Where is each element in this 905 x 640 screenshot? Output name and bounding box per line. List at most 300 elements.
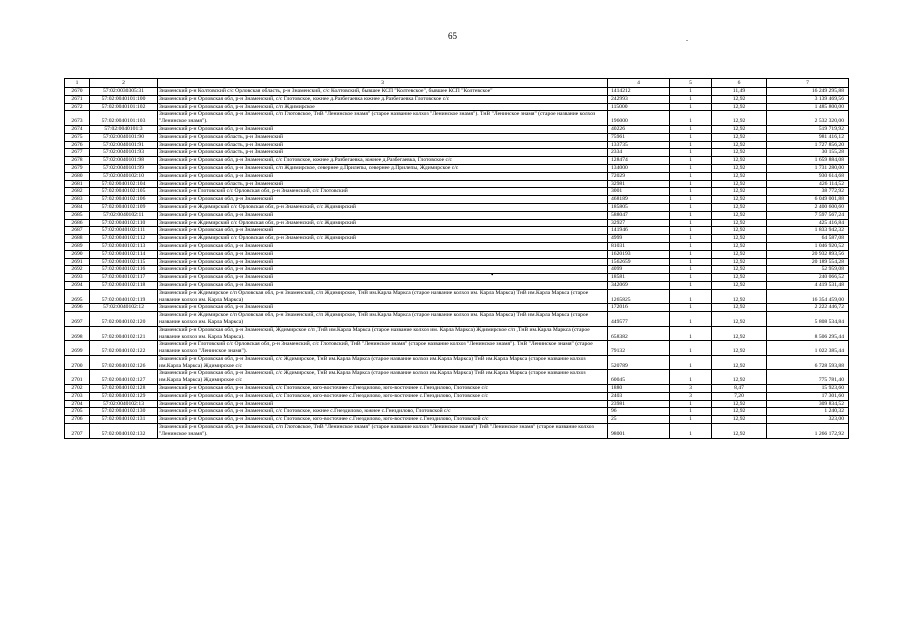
category-cell: 1 [670, 95, 712, 103]
cadastral-number: 57:02:0040102:114 [90, 250, 158, 258]
location-cell: Знаменский р-н Орловская обл, р-н Знаменский [158, 266, 608, 274]
location-cell: Знаменский р-н Ждимирское с/п Орловская обл, р-н Знаменский, с/п Ждимирское, ТнВ им.Карла Маркса (старое название колхоз им. Карла Маркса) ТнВ им.Карла Маркса (старое название колхоз им. Карла Маркса) [158, 312, 608, 327]
row-number: 2702 [65, 385, 90, 393]
value-cell: 20 932 893,56 [767, 250, 849, 258]
cadastral-number: 57:02:0040102:11 [90, 211, 158, 219]
cadastral-number: 57:02:0040101:102 [90, 103, 158, 111]
area-cell: 4099 [608, 266, 670, 274]
area-cell: 1414212 [608, 88, 670, 96]
table-row [65, 235, 849, 243]
rate-cell: 12,92 [712, 180, 767, 188]
value-cell: 323,00 [767, 416, 849, 424]
row-number: 2695 [65, 289, 90, 304]
rate-cell: 12,92 [712, 416, 767, 424]
cadastral-number: 57:02:0040102:12 [90, 304, 158, 312]
row-number: 2691 [65, 258, 90, 266]
category-cell: 1 [670, 227, 712, 235]
rate-cell: 12,92 [712, 95, 767, 103]
location-cell: Знаменский р-н Глотовский с/с Орловская обл, р-н Знаменский, с/с Глотовский [158, 188, 608, 196]
area-cell: 2334 [608, 149, 670, 157]
cadastral-number: 57:02:0040102:132 [90, 424, 158, 439]
col-header-5: 5 [670, 79, 712, 88]
area-cell: 196000 [608, 111, 670, 126]
table-row [65, 400, 849, 408]
rate-cell: 12,92 [712, 250, 767, 258]
rate-cell: 8,47 [712, 385, 767, 393]
area-cell: 342069 [608, 281, 670, 289]
rate-cell: 12,92 [712, 211, 767, 219]
rate-cell: 12,92 [712, 312, 767, 327]
rate-cell: 12,92 [712, 164, 767, 172]
table-row [65, 172, 849, 180]
value-cell: 1 266 172,92 [767, 424, 849, 439]
cadastral-number: 57:02:0040102:126 [90, 355, 158, 370]
table-row [65, 95, 849, 103]
location-cell: Знаменский р-н Глотовский с/с Орловская обл, р-н Знаменский, с/с Глотовский, ТнВ "Ленинское знамя" (старое название колхоз "Ленинское знамя"). ТнВ "Ленинское знамя" (старое название колхоз "Ленинское знамя"). [158, 341, 608, 356]
cadastral-number: 57:02:0040101:90 [90, 133, 158, 141]
cadastral-number: 57:02:0040102:112 [90, 235, 158, 243]
cadastral-number: 57:02:0040102:13 [90, 400, 158, 408]
value-cell: 1 022 385,44 [767, 341, 849, 356]
table-row [65, 326, 849, 341]
table-row [65, 88, 849, 96]
value-cell: 2 532 320,00 [767, 111, 849, 126]
location-cell: Знаменский р-н Орловская обл, р-н Знаменский, с/с Глотовское, южнее с.Гнездилово, южнее с.Гнездилово, Глотовской с/с [158, 408, 608, 416]
cadastral-number: 57:02:0040102:120 [90, 312, 158, 327]
cadastral-number: 57:02:0040102:111 [90, 227, 158, 235]
row-number: 2696 [65, 304, 90, 312]
table-row [65, 211, 849, 219]
category-cell: 1 [670, 219, 712, 227]
cadastral-number: 57:02:0040101:91 [90, 141, 158, 149]
value-cell: 309 834,52 [767, 400, 849, 408]
value-cell: 1 485 800,00 [767, 103, 849, 111]
area-cell: 172016 [608, 304, 670, 312]
category-cell: 1 [670, 304, 712, 312]
row-number: 2706 [65, 416, 90, 424]
category-cell: 1 [670, 242, 712, 250]
value-cell: 16 249 295,88 [767, 88, 849, 96]
rate-cell: 12,92 [712, 408, 767, 416]
rate-cell: 12,92 [712, 141, 767, 149]
location-cell: Знаменский р-н Ждимирский с/с Орловская обл, р-н Знаменский, с/с Ждимирский [158, 219, 608, 227]
area-cell: 1265825 [608, 289, 670, 304]
value-cell: 1 046 920,52 [767, 242, 849, 250]
cadastral-number: 57:02:0040102:115 [90, 258, 158, 266]
category-cell: 1 [670, 400, 712, 408]
table-row [65, 227, 849, 235]
category-cell: 3 [670, 392, 712, 400]
value-cell: 6 049 001,88 [767, 196, 849, 204]
table-row [65, 196, 849, 204]
table-row [65, 180, 849, 188]
location-cell: Знаменский р-н Орловская обл, р-н Знаменский, с/с Ждимирское, ТнВ им.Карла Маркса (старое название колхоз им.Карла Маркса) ТнВ им.Карла Маркса (старое название колхоз им.Карла Маркса) Ждимирское с/с [158, 370, 608, 385]
table-row [65, 111, 849, 126]
area-cell: 3001 [608, 188, 670, 196]
category-cell: 1 [670, 341, 712, 356]
area-cell: 40226 [608, 125, 670, 133]
area-cell: 32927 [608, 219, 670, 227]
location-cell: Знаменский р-н Орловская обл, р-н Знаменский [158, 227, 608, 235]
value-cell: 1 240,32 [767, 408, 849, 416]
category-cell: 1 [670, 235, 712, 243]
cadastral-number: 57:02:0040102:129 [90, 392, 158, 400]
row-number: 2694 [65, 281, 90, 289]
area-cell: 128474 [608, 157, 670, 165]
cadastral-number: 57:02:0040102:131 [90, 416, 158, 424]
value-cell: 930 614,68 [767, 172, 849, 180]
table-row [65, 416, 849, 424]
value-cell: 425 416,84 [767, 219, 849, 227]
rate-cell: 12,92 [712, 227, 767, 235]
row-number: 2681 [65, 180, 90, 188]
col-header-1: 1 [65, 79, 90, 88]
location-cell: Знаменский р-н Орловская область, р-н Знаменский [158, 180, 608, 188]
row-number: 2672 [65, 103, 90, 111]
row-number: 2700 [65, 355, 90, 370]
rate-cell: 12,92 [712, 125, 767, 133]
cadastral-number: 57:02:0040102:130 [90, 408, 158, 416]
area-cell: 1880 [608, 385, 670, 393]
area-cell: 75961 [608, 133, 670, 141]
table-row [65, 188, 849, 196]
rate-cell: 12,92 [712, 203, 767, 211]
value-cell: 52 959,08 [767, 266, 849, 274]
table-row [65, 258, 849, 266]
location-cell: Знаменский р-н Ждимирский с/с Орловская обл, р-н Знаменский, с/с Ждимирский [158, 203, 608, 211]
cadastral-number: 57:02:0040101:99 [90, 164, 158, 172]
value-cell: 1 659 884,08 [767, 157, 849, 165]
value-cell: 775 781,40 [767, 370, 849, 385]
rate-cell: 12,92 [712, 149, 767, 157]
cadastral-number: 57:02:0040101:93 [90, 149, 158, 157]
table-row [65, 370, 849, 385]
table-row [65, 149, 849, 157]
table-row [65, 304, 849, 312]
area-cell: 96 [608, 408, 670, 416]
table-row [65, 164, 849, 172]
cadastral-number: 57:02:0040102:105 [90, 188, 158, 196]
area-cell: 23981 [608, 400, 670, 408]
row-number: 2705 [65, 408, 90, 416]
value-cell: 1 833 942,32 [767, 227, 849, 235]
cadastral-number: 57:02:0040102:106 [90, 196, 158, 204]
area-cell: 4999 [608, 235, 670, 243]
rate-cell: 12,92 [712, 188, 767, 196]
table-row [65, 133, 849, 141]
table-row [65, 408, 849, 416]
category-cell: 1 [670, 281, 712, 289]
category-cell: 1 [670, 172, 712, 180]
value-cell: 1 727 856,20 [767, 141, 849, 149]
cadastral-number: 57:02:0040102:117 [90, 274, 158, 282]
category-cell: 1 [670, 141, 712, 149]
location-cell: Знаменский р-н Орловская обл, р-н Знаменский, с/с Глотовское, юго-восточнее с.Гнездилово, юго-восточнее с.Гнездилово, Глотовское с/с [158, 385, 608, 393]
value-cell: 6 728 593,88 [767, 355, 849, 370]
header-row [65, 79, 849, 88]
row-number: 2671 [65, 95, 90, 103]
location-cell: Знаменский р-н Орловская обл, р-н Знаменский [158, 196, 608, 204]
value-cell: 38 772,92 [767, 188, 849, 196]
cadastral-number: 57:02:0040102:122 [90, 341, 158, 356]
table-row [65, 281, 849, 289]
category-cell: 1 [670, 180, 712, 188]
cadastral-number: 57:02:0040102:10 [90, 172, 158, 180]
page-number: 65 [448, 31, 457, 41]
value-cell: 2 400 600,60 [767, 203, 849, 211]
value-cell: 7 597 567,24 [767, 211, 849, 219]
value-cell: 8 506 295,44 [767, 326, 849, 341]
row-number: 2692 [65, 266, 90, 274]
row-number: 2684 [65, 203, 90, 211]
value-cell: 426 114,52 [767, 180, 849, 188]
cadastral-number: 57:02:0040102:113 [90, 242, 158, 250]
value-cell: 15 923,60 [767, 385, 849, 393]
table-row [65, 266, 849, 274]
row-number: 2674 [65, 125, 90, 133]
rate-cell: 12,92 [712, 400, 767, 408]
table-row [65, 242, 849, 250]
value-cell: 20 189 554,28 [767, 258, 849, 266]
cadastral-number: 57:02:0040101:3 [90, 125, 158, 133]
category-cell: 1 [670, 103, 712, 111]
cadastral-number: 57:02:0040102:109 [90, 203, 158, 211]
value-cell: 17 301,60 [767, 392, 849, 400]
row-number: 2678 [65, 157, 90, 165]
location-cell: Знаменский р-н Орловская обл, р-н Знаменский, с/с Глотовское, южнее д.Разбегаевка, южнее д.Разбегаевка, Глотовское с/с [158, 157, 608, 165]
area-cell: 588047 [608, 211, 670, 219]
location-cell: Знаменский р-н Орловская обл, р-н Знаменский, с/п Ждимирское, севернее д.Прилепы, севернее д.Прилепы, Ждимирское с/с [158, 164, 608, 172]
location-cell: Знаменский р-н Орловская область, р-н Знаменский [158, 141, 608, 149]
area-cell: 98001 [608, 424, 670, 439]
category-cell: 1 [670, 196, 712, 204]
area-cell: 449577 [608, 312, 670, 327]
area-cell: 79132 [608, 341, 670, 356]
rate-cell: 12,92 [712, 219, 767, 227]
table-row [65, 385, 849, 393]
value-cell: 981 416,12 [767, 133, 849, 141]
area-cell: 2403 [608, 392, 670, 400]
table-body [65, 79, 849, 439]
category-cell: 1 [670, 355, 712, 370]
row-number: 2686 [65, 219, 90, 227]
table-row [65, 157, 849, 165]
cadastral-number: 57:02:0030305:31 [90, 88, 158, 96]
rate-cell: 12,92 [712, 242, 767, 250]
rate-cell: 12,92 [712, 341, 767, 356]
location-cell: Знаменский р-н Колтовский с/с Орловская область, р-н Знаменский, с/с Колтовский, бывшее КСП "Колтевское", бывшее КСП "Колтевское" [158, 88, 608, 96]
rate-cell: 12,92 [712, 355, 767, 370]
area-cell: 81031 [608, 242, 670, 250]
rate-cell: 12,92 [712, 103, 767, 111]
rate-cell: 12,92 [712, 196, 767, 204]
location-cell: Знаменский р-н Орловская обл, р-н Знаменский [158, 258, 608, 266]
row-number: 2687 [65, 227, 90, 235]
category-cell: 1 [670, 125, 712, 133]
area-cell: 185805 [608, 203, 670, 211]
cadastral-number: 57:02:0040101:103 [90, 111, 158, 126]
location-cell: Знаменский р-н Орловская обл, р-н Знаменский [158, 400, 608, 408]
table-row [65, 203, 849, 211]
rate-cell: 12,92 [712, 258, 767, 266]
row-number: 2698 [65, 326, 90, 341]
rate-cell: 12,92 [712, 370, 767, 385]
category-cell: 1 [670, 424, 712, 439]
category-cell: 1 [670, 312, 712, 327]
area-cell: 18581 [608, 274, 670, 282]
value-cell: 64 587,08 [767, 235, 849, 243]
location-cell: Знаменский р-н Орловская обл, р-н Знаменский, с/с Ждимирское, ТнВ им.Карла Маркса (старое название колхоз им.Карла Маркса) ТнВ им.Карла Маркса (старое название колхоз им.Карла Маркса) Ждимирское с/с [158, 355, 608, 370]
table-row [65, 219, 849, 227]
col-header-6: 6 [712, 79, 767, 88]
category-cell: 1 [670, 211, 712, 219]
row-number: 2673 [65, 111, 90, 126]
cadastral-number: 57:02:0040102:127 [90, 370, 158, 385]
area-cell: 32981 [608, 180, 670, 188]
row-number: 2690 [65, 250, 90, 258]
table-row [65, 424, 849, 439]
cadastral-number: 57:02:0040102:128 [90, 385, 158, 393]
rate-cell: 12,92 [712, 111, 767, 126]
rate-cell: 12,92 [712, 424, 767, 439]
rate-cell: 12,92 [712, 235, 767, 243]
row-number: 2670 [65, 88, 90, 96]
rate-cell: 7,20 [712, 392, 767, 400]
table-row [65, 341, 849, 356]
row-number: 2675 [65, 133, 90, 141]
area-cell: 468189 [608, 196, 670, 204]
category-cell: 1 [670, 149, 712, 157]
row-number: 2693 [65, 274, 90, 282]
rate-cell: 12,92 [712, 326, 767, 341]
row-number: 2697 [65, 312, 90, 327]
rate-cell: 12,92 [712, 266, 767, 274]
page-mark: . [686, 34, 688, 43]
location-cell: Знаменский р-н Орловская обл, р-н Знаменский, с/п Ждимирское [158, 103, 608, 111]
rate-cell: 12,92 [712, 172, 767, 180]
location-cell: Знаменский р-н Орловская обл, р-н Знаменский [158, 242, 608, 250]
cadastral-number: 57:02:0040101:100 [90, 95, 158, 103]
row-number: 2699 [65, 341, 90, 356]
location-cell: Знаменский р-н Ждимирское с/п Орловская обл, р-н Знаменский, с/п Ждимирское, ТнВ им.Карла Маркса (старое название колхоз им. Карла Маркса) ТнВ им.Карла Маркса (старое название колхоз им. Карла Маркса) [158, 289, 608, 304]
value-cell: 30 155,28 [767, 149, 849, 157]
category-cell: 1 [670, 289, 712, 304]
row-number: 2679 [65, 164, 90, 172]
location-cell: Знаменский р-н Орловская обл, р-н Знаменский [158, 172, 608, 180]
location-cell: Знаменский р-н Орловская обл, р-н Знаменский, с/с Глотовское, юго-восточнее с.Гнездилово, юго-восточнее с.Гнездилово, Глотовской с/с [158, 416, 608, 424]
location-cell: Знаменский р-н Орловская обл, р-н Знаменский [158, 211, 608, 219]
row-number: 2704 [65, 400, 90, 408]
cadastral-number: 57:02:0040102:118 [90, 281, 158, 289]
table-row [65, 392, 849, 400]
area-cell: 141946 [608, 227, 670, 235]
location-cell: Знаменский р-н Орловская обл, р-н Знаменский, с/с Глотовское, юго-восточнее с.Гнездилово, юго-восточнее с.Гнездилово, Глотовское с/с [158, 392, 608, 400]
row-number: 2676 [65, 141, 90, 149]
table-row [65, 250, 849, 258]
value-cell: 519 719,92 [767, 125, 849, 133]
area-cell: 134000 [608, 164, 670, 172]
category-cell: 1 [670, 416, 712, 424]
col-header-3: 3 [158, 79, 608, 88]
row-number: 2689 [65, 242, 90, 250]
category-cell: 3 [670, 385, 712, 393]
value-cell: 16 354 459,00 [767, 289, 849, 304]
col-header-7: 7 [767, 79, 849, 88]
area-cell: 520789 [608, 355, 670, 370]
location-cell: Знаменский р-н Ждимирский с/с Орловская обл, р-н Знаменский, с/с Ждимирский [158, 235, 608, 243]
area-cell: 133735 [608, 141, 670, 149]
value-cell: 240 066,52 [767, 274, 849, 282]
value-cell: 1 731 280,00 [767, 164, 849, 172]
location-cell: Знаменский р-н Орловская область, р-н Знаменский [158, 149, 608, 157]
location-cell: Знаменский р-н Орловская область, р-н Знаменский [158, 133, 608, 141]
table-row [65, 355, 849, 370]
table-row [65, 289, 849, 304]
cadastral-number: 57:02:0040102:121 [90, 326, 158, 341]
table-row [65, 125, 849, 133]
category-cell: 1 [670, 164, 712, 172]
area-cell: 25 [608, 416, 670, 424]
category-cell: 1 [670, 157, 712, 165]
location-cell: Знаменский р-н Орловская обл, р-н Знаменский, Ждимирское с/п ,ТнВ им.Карла Маркса (старое название колхоз им. Карла Маркса) Ждимирское с/п ,ТнВ им.Карла Маркса (старое название колхоз им. Карла Маркса). [158, 326, 608, 341]
area-cell: 115000 [608, 103, 670, 111]
area-cell: 1620193 [608, 250, 670, 258]
value-cell: 5 808 534,84 [767, 312, 849, 327]
area-cell: 72029 [608, 172, 670, 180]
cadastral-table [64, 78, 849, 439]
table-row [65, 103, 849, 111]
location-cell: Знаменский р-н Орловская обл, р-н Знаменский [158, 125, 608, 133]
category-cell: 1 [670, 326, 712, 341]
row-number: 2685 [65, 211, 90, 219]
category-cell: 1 [670, 133, 712, 141]
rate-cell: 12,92 [712, 289, 767, 304]
category-cell: 1 [670, 111, 712, 126]
category-cell: 1 [670, 88, 712, 96]
category-cell: 1 [670, 203, 712, 211]
row-number: 2688 [65, 235, 90, 243]
category-cell: 1 [670, 258, 712, 266]
category-cell: 1 [670, 274, 712, 282]
location-cell: Знаменский р-н Орловская обл, р-н Знаменский, с/п Глотовское, ТнВ "Ленинское знамя" (старое название колхоз "Ленинское знамя") ТнВ "Ленинское знамя" (старое название колхоз "Ленинское знамя"). [158, 424, 608, 439]
location-cell: Знаменский р-н Орловская обл, р-н Знаменский, с/с Глотовское, южнее д.Разбегаевка южнее д.Разбегаевка Глотовское с/с [158, 95, 608, 103]
rate-cell: 12,92 [712, 274, 767, 282]
col-header-2: 2 [90, 79, 158, 88]
rate-cell: 11,49 [712, 88, 767, 96]
category-cell: 1 [670, 266, 712, 274]
row-number: 2703 [65, 392, 90, 400]
table-row [65, 141, 849, 149]
location-cell: Знаменский р-н Орловская обл, р-н Знаменский [158, 274, 608, 282]
location-cell: Знаменский р-н Орловская обл, р-н Знаменский [158, 304, 608, 312]
area-cell: 60045 [608, 370, 670, 385]
rate-cell: 12,92 [712, 281, 767, 289]
row-number: 2707 [65, 424, 90, 439]
table-row [65, 274, 849, 282]
table-row [65, 312, 849, 327]
cadastral-number: 57:02:0040101:98 [90, 157, 158, 165]
category-cell: 1 [670, 188, 712, 196]
category-cell: 1 [670, 408, 712, 416]
value-cell: 3 139 469,56 [767, 95, 849, 103]
rate-cell: 12,92 [712, 157, 767, 165]
row-number: 2683 [65, 196, 90, 204]
area-cell: 242993 [608, 95, 670, 103]
category-cell: 1 [670, 370, 712, 385]
row-number: 2682 [65, 188, 90, 196]
row-number: 2680 [65, 172, 90, 180]
rate-cell: 12,92 [712, 304, 767, 312]
